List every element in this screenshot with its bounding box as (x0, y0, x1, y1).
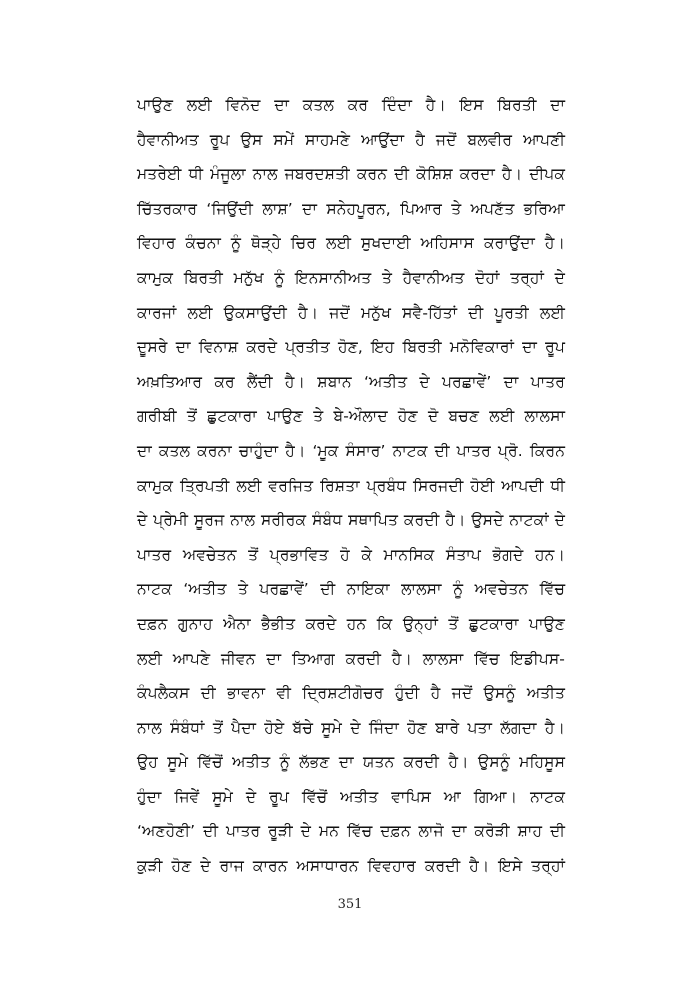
text-line: ਕਾਰਜਾਂ ਲਈ ਉਕਸਾਉਂਦੀ ਹੈ। ਜਦੋਂ ਮਨੁੱਖ ਸਵੈ-ਹਿੱਤਾਂ ਦੀ ਪੂਰਤੀ ਲਈ (137, 303, 565, 322)
text-line: ਪਾਤਰ ਅਵਚੇਤਨ ਤੋਂ ਪ੍ਰਭਾਵਿਤ ਹੋ ਕੇ ਮਾਨਸਿਕ ਸੰਤਾਪ ਭੋਗਦੇ ਹਨ। (137, 545, 565, 564)
text-line: ਦਾ ਕਤਲ ਕਰਨਾ ਚਾਹੁੰਦਾ ਹੈ। ‘ਮੂਕ ਸੰਸਾਰ’ ਨਾਟਕ ਦੀ ਪਾਤਰ ਪ੍ਰੋ. ਕਿਰਨ (137, 441, 565, 460)
text-line: ਅਖ਼ਤਿਆਰ ਕਰ ਲੈਂਦੀ ਹੈ। ਸ਼ਬਾਨ ‘ਅਤੀਤ ਦੇ ਪਰਛਾਵੇਂ’ ਦਾ ਪਾਤਰ (137, 372, 565, 391)
text-line: ਦੂਸਰੇ ਦਾ ਵਿਨਾਸ਼ ਕਰਦੇ ਪ੍ਰਤੀਤ ਹੋਣ, ਇਹ ਬਿਰਤੀ ਮਨੋਵਿਕਾਰਾਂ ਦਾ ਰੂਪ (137, 338, 565, 357)
text-line: ਨਾਲ ਸੰਬੰਧਾਂ ਤੋਂ ਪੈਦਾ ਹੋਏ ਬੱਚੇ ਸੂਮੇ ਦੇ ਜਿੰਦਾ ਹੋਣ ਬਾਰੇ ਪਤਾ ਲੱਗਦਾ ਹੈ। (137, 718, 565, 737)
text-line: ਕਾਮੁਕ ਬਿਰਤੀ ਮਨੁੱਖ ਨੂੰ ਇਨਸਾਨੀਅਤ ਤੇ ਹੈਵਾਨੀਅਤ ਦੋਹਾਂ ਤਰ੍ਹਾਂ ਦੇ (137, 268, 565, 287)
text-line: ਵਿਹਾਰ ਕੰਚਨਾ ਨੂੰ ਥੋੜ੍ਹੇ ਚਿਰ ਲਈ ਸੁਖਦਾਈ ਅਹਿਸਾਸ ਕਰਾਉਂਦਾ ਹੈ। (137, 234, 565, 253)
text-line: ਪਾਉਣ ਲਈ ਵਿਨੋਦ ਦਾ ਕਤਲ ਕਰ ਦਿੰਦਾ ਹੈ। ਇਸ ਬਿਰਤੀ ਦਾ (137, 96, 565, 114)
text-line: ਗਰੀਬੀ ਤੋਂ ਛੁਟਕਾਰਾ ਪਾਉਣ ਤੇ ਬੇ-ਔਲਾਦ ਹੋਣ ਦੋ ਬਚਣ ਲਈ ਲਾਲਸਾ (137, 407, 565, 426)
body-text (137, 88, 565, 884)
text-line: ਕਾਮੁਕ ਤ੍ਰਿਪਤੀ ਲਈ ਵਰਜਿਤ ਰਿਸ਼ਤਾ ਪ੍ਰਬੰਧ ਸਿਰਜਦੀ ਹੋਈ ਆਪਦੀ ਧੀ (137, 476, 565, 495)
text-line: ਹੁੰਦਾ ਜਿਵੇਂ ਸੂਮੇ ਦੇ ਰੂਪ ਵਿੱਚੋਂ ਅਤੀਤ ਵਾਪਿਸ ਆ ਗਿਆ। ਨਾਟਕ (137, 787, 565, 806)
text-line: ਨਾਟਕ ‘ਅਤੀਤ ਤੇ ਪਰਛਾਵੇਂ’ ਦੀ ਨਾਇਕਾ ਲਾਲਸਾ ਨੂੰ ਅਵਚੇਤਨ ਵਿੱਚ (137, 580, 565, 599)
text-line: ਕੰਪਲੈਕਸ ਦੀ ਭਾਵਨਾ ਵੀ ਦ੍ਰਿਸ਼ਟੀਗੋਚਰ ਹੁੰਦੀ ਹੈ ਜਦੋਂ ਉਸਨੂੰ ਅਤੀਤ (137, 684, 565, 703)
text-line: ਲਈ ਆਪਣੇ ਜੀਵਨ ਦਾ ਤਿਆਗ ਕਰਦੀ ਹੈ। ਲਾਲਸਾ ਵਿੱਚ ਇਡੀਪਸ- (137, 649, 565, 668)
text-line: ਦਫ਼ਨ ਗੁਨਾਹ ਐਨਾ ਭੈਭੀਤ ਕਰਦੇ ਹਨ ਕਿ ਉਨ੍ਹਾਂ ਤੋਂ ਛੁਟਕਾਰਾ ਪਾਉਣ (137, 614, 565, 633)
text-line: ਚਿੱਤਰਕਾਰ ‘ਜਿਉਂਦੀ ਲਾਸ਼’ ਦਾ ਸਨੇਹਪੂਰਨ, ਪਿਆਰ ਤੇ ਅਪਣੱਤ ਭਰਿਆ (137, 199, 565, 218)
text-line: ਹੈਵਾਨੀਅਤ ਰੂਪ ਉਸ ਸਮੇਂ ਸਾਹਮਣੇ ਆਉਂਦਾ ਹੈ ਜਦੋਂ ਬਲਵੀਰ ਆਪਣੀ (137, 130, 565, 149)
text-line: ‘ਅਣਹੋਣੀ’ ਦੀ ਪਾਤਰ ਰੂੜੀ ਦੇ ਮਨ ਵਿੱਚ ਦਫ਼ਨ ਲਾਜੋ ਦਾ ਕਰੋੜੀ ਸ਼ਾਹ ਦੀ (137, 822, 565, 841)
page-number: 351 (337, 897, 363, 912)
text-line: ਉਹ ਸੂਮੇ ਵਿੱਚੋਂ ਅਤੀਤ ਨੂੰ ਲੱਭਣ ਦਾ ਯਤਨ ਕਰਦੀ ਹੈ। ਉਸਨੂੰ ਮਹਿਸੂਸ (137, 753, 565, 772)
text-line: ਦੇ ਪ੍ਰੇਮੀ ਸੂਰਜ ਨਾਲ ਸਰੀਰਕ ਸੰਬੰਧ ਸਥਾਪਿਤ ਕਰਦੀ ਹੈ। ਉਸਦੇ ਨਾਟਕਾਂ ਦੇ (137, 511, 565, 530)
text-line: ਮਤਰੇਈ ਧੀ ਮੰਜੂਲਾ ਨਾਲ ਜਬਰਦਸ਼ਤੀ ਕਰਨ ਦੀ ਕੋਸ਼ਿਸ਼ ਕਰਦਾ ਹੈ। ਦੀਪਕ (137, 165, 565, 184)
text-line: ਕੁੜੀ ਹੋਣ ਦੇ ਰਾਜ ਕਾਰਨ ਅਸਾਧਾਰਨ ਵਿਵਹਾਰ ਕਰਦੀ ਹੈ। ਇਸੇ ਤਰ੍ਹਾਂ (137, 857, 565, 876)
